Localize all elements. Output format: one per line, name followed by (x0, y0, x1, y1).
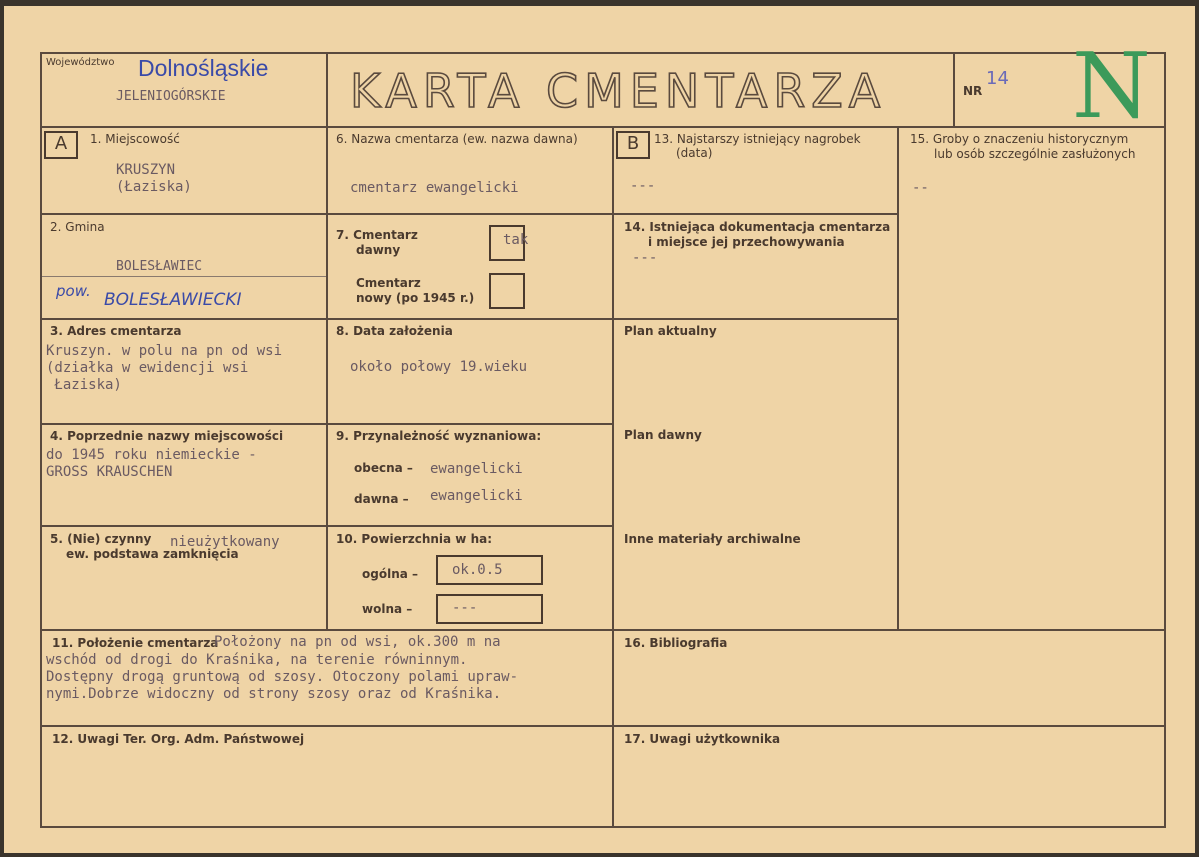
field-11-value: wschód od drogi do Kraśnika, na terenie równinnym. Dostępny drogą gruntową od szosy. Otoczony polami upraw- nymi.Dobrze widoczny od strony szosy oraz od Kraśnika. (46, 652, 519, 702)
county-value: BOLESŁAWIECKI (104, 290, 242, 310)
field-5-label: 5. (Nie) czynny (50, 532, 152, 546)
voivodeship-old: JELENIOGÓRSKIE (116, 89, 226, 104)
scan-border-top (0, 0, 1199, 6)
field-7-new-label-2: nowy (po 1945 r.) (356, 291, 475, 305)
grid-line (953, 52, 955, 126)
area-total-label: ogólna – (362, 567, 419, 581)
grid-line (40, 126, 1166, 128)
field-8-label: 8. Data założenia (336, 324, 453, 338)
area-total-value: ok.0.5 (452, 562, 503, 578)
field-14-value: --- (632, 250, 658, 266)
plan-current-label: Plan aktualny (624, 324, 717, 338)
field-2-value: BOLESŁAWIEC (116, 259, 203, 274)
grid-line (40, 52, 42, 828)
field-6-label: 6. Nazwa cmentarza (ew. nazwa dawna) (336, 132, 578, 146)
field-14-label-2: i miejsce jej przechowywania (648, 235, 845, 249)
field-7-label: 7. Cmentarz (336, 228, 418, 242)
grid-line (40, 629, 1166, 631)
grid-line (40, 725, 1166, 727)
field-3-label: 3. Adres cmentarza (50, 324, 182, 338)
field-14-label: 14. Istniejąca dokumentacja cmentarza (624, 220, 891, 234)
field-17-label: 17. Uwagi użytkownika (624, 732, 781, 746)
field-9-label: 9. Przynależność wyznaniowa: (336, 429, 542, 443)
field-5-label-2: ew. podstawa zamknięcia (66, 547, 239, 561)
grid-line (40, 213, 898, 215)
field-6-value: cmentarz ewangelicki (350, 180, 519, 196)
grid-line (326, 52, 328, 629)
religion-former-label: dawna – (354, 492, 409, 506)
voivodeship-label: Województwo (46, 57, 115, 68)
field-2-label: 2. Gmina (50, 220, 105, 234)
new-cemetery-checkbox (489, 273, 525, 309)
field-11-label: 11. Położenie cmentarza (52, 636, 219, 650)
field-8-value: około połowy 19.wieku (350, 359, 528, 375)
field-4-value: do 1945 roku niemieckie - GROSS KRAUSCHEN (46, 447, 257, 480)
field-12-label: 12. Uwagi Ter. Org. Adm. Państwowej (52, 732, 305, 746)
field-4-label: 4. Poprzednie nazwy miejscowości (50, 429, 284, 443)
grid-line (40, 276, 328, 277)
field-11-value-first: Położony na pn od wsi, ok.300 m na (214, 634, 501, 650)
other-archival-label: Inne materiały archiwalne (624, 532, 801, 546)
field-13-label-2: (data) (676, 146, 713, 160)
field-16-label: 16. Bibliografia (624, 636, 728, 650)
field-7-new-label: Cmentarz (356, 276, 421, 290)
religion-current-label: obecna – (354, 461, 413, 475)
religion-former-value: ewangelicki (430, 488, 523, 504)
grid-line (897, 126, 899, 629)
scan-border-left (0, 0, 4, 857)
area-free-value: --- (452, 600, 478, 616)
scan-border-bottom (0, 853, 1199, 857)
field-5-value: nieużytkowany (170, 534, 280, 550)
category-mark: N (1072, 34, 1151, 139)
nr-label: NR (963, 84, 983, 98)
field-7-label-2: dawny (356, 243, 401, 257)
plan-old-label: Plan dawny (624, 428, 702, 442)
area-total-box (436, 555, 543, 585)
religion-current-value: ewangelicki (430, 461, 523, 477)
section-a-letter: A (44, 131, 78, 159)
field-13-label: 13. Najstarszy istniejący nagrobek (654, 132, 861, 146)
area-free-label: wolna – (362, 602, 413, 616)
grid-line (1164, 52, 1166, 828)
field-1-value: KRUSZYN (Łaziska) (116, 162, 192, 195)
section-b-letter: B (616, 131, 650, 159)
field-1-label: 1. Miejscowość (90, 132, 180, 146)
field-10-label: 10. Powierzchnia w ha: (336, 532, 493, 546)
old-cemetery-value: tak (503, 232, 529, 248)
field-15-label-2: lub osób szczególnie zasłużonych (934, 147, 1136, 161)
area-free-box (436, 594, 543, 624)
grid-line (40, 318, 898, 320)
field-15-value: -- (912, 180, 929, 196)
old-cemetery-checkbox (489, 225, 529, 261)
field-3-value: Kruszyn. w polu na pn od wsi (działka w ewidencji wsi Łaziska) (46, 343, 283, 393)
county-label: pow. (56, 282, 91, 300)
grid-line (40, 52, 1166, 54)
voivodeship-stamp: Dolnośląskie (138, 55, 269, 81)
field-13-value: --- (630, 178, 656, 194)
page-title: KARTA CMENTARZA (350, 64, 887, 118)
field-15-label: 15. Groby o znaczeniu historycznym (910, 132, 1129, 146)
grid-line (40, 826, 1166, 828)
nr-value: 14 (986, 68, 1009, 89)
scan-border-right (1195, 0, 1199, 857)
grid-line (612, 126, 614, 826)
